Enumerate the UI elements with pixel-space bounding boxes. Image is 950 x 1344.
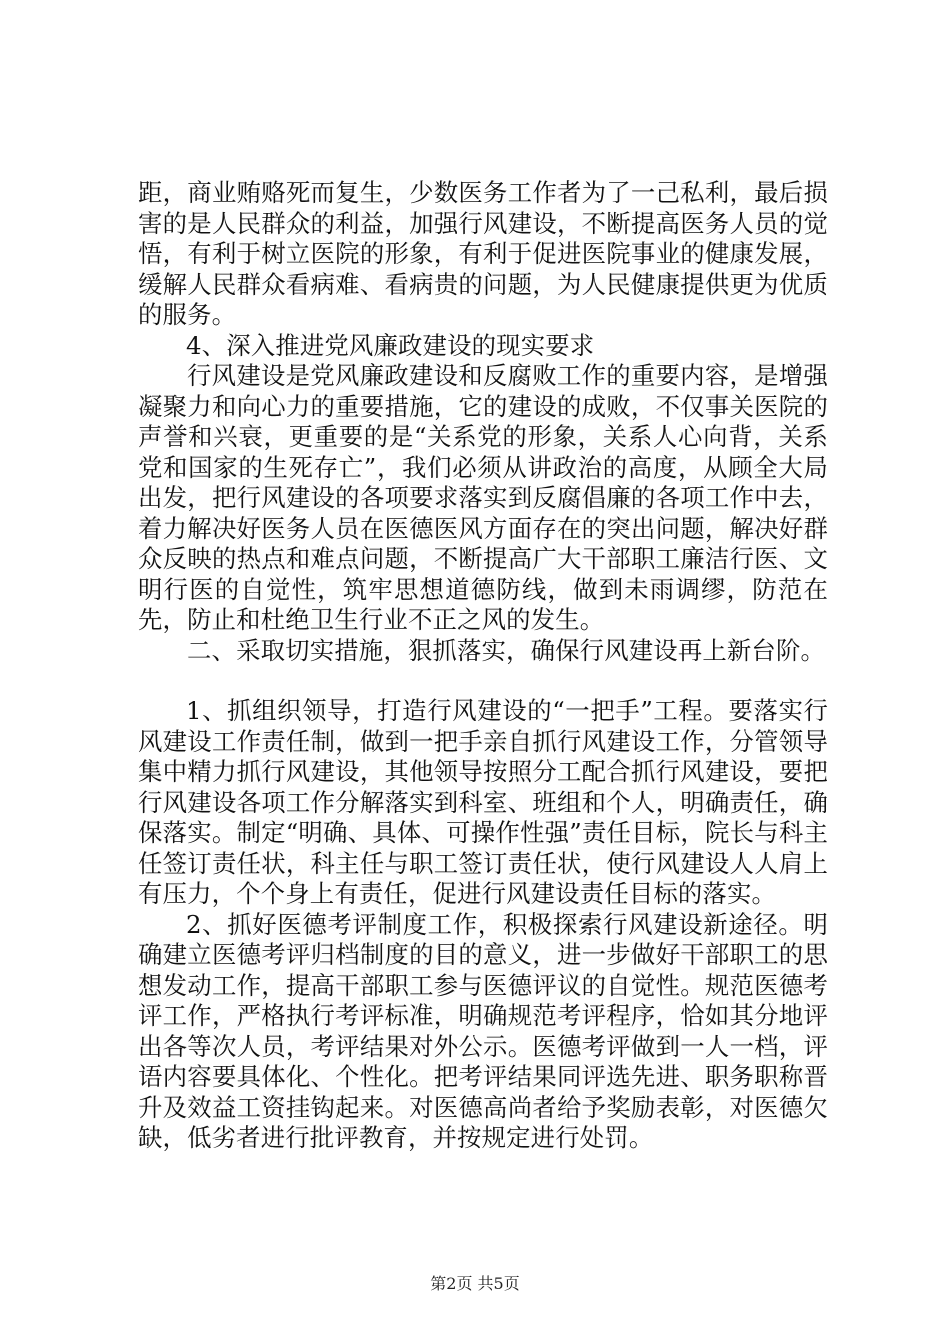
paragraph-style-construction: 行风建设是党风廉政建设和反腐败工作的重要内容，是增强凝聚力和向心力的重要措施，它的建设的成败，不仅事关医院的声誉和兴衰，更重要的是“关系党的形象，关系人心向背，关系党和国家的生死存亡”，我们必须从讲政治的高度，从顾全大局出发，把行风建设的各项要求落实到反腐倡廉的各项工作中去，着力解决好医务人员在医德医风方面存在的突出问题，解决好群众反映的热点和难点问题，不断提高广大干部职工廉洁行医、文明行医的自觉性，筑牢思想道德防线，做到未雨调缪，防范在先，防止和杜绝卫生行业不正之风的发生。 [138, 361, 828, 634]
paragraph-continuation: 距，商业贿赂死而复生，少数医务工作者为了一己私利，最后损害的是人民群众的利益，加强行风建设，不断提高医务人员的觉悟，有利于树立医院的形象，有利于促进医院事业的健康发展，缓解人民群众看病难、看病贵的问题，为人民健康提供更为优质的服务。 [138, 178, 828, 329]
paragraph-item-2: 2、抓好医德考评制度工作，积极探索行风建设新途径。明确建立医德考评归档制度的目的意义，进一步做好干部职工的思想发动工作，提高干部职工参与医德评议的自觉性。规范医德考评工作，严格执行考评标准，明确规范考评程序，恰如其分地评出各等次人员，考评结果对外公示。医德考评做到一人一档，评语内容要具体化、个性化。把考评结果同评选先进、职务职称晋升及效益工资挂钩起来。对医德高尚者给予奖励表彰，对医德欠缺，低劣者进行批评教育，并按规定进行处罚。 [138, 909, 828, 1152]
paragraph-item-1: 1、抓组织领导，打造行风建设的“一把手”工程。要落实行风建设工作责任制，做到一把手亲自抓行风建设工作，分管领导集中精力抓行风建设，其他领导按照分工配合抓行风建设，要把行风建设各项工作分解落实到科室、班组和个人，明确责任，确保落实。制定“明确、具体、可操作性强”责任目标，院长与科主任签订责任状，科主任与职工签订责任状，使行风建设人人肩上有压力，个个身上有责任，促进行风建设责任目标的落实。 [138, 696, 828, 908]
section-heading-4: 4、深入推进党风廉政建设的现实要求 [186, 330, 595, 360]
section-heading-2: 二、采取切实措施，狠抓落实，确保行风建设再上新台阶。 [187, 635, 826, 665]
document-body [138, 178, 828, 1154]
page-footer: 第2页 共5页 [430, 1274, 520, 1293]
paragraph-spacer [138, 666, 828, 696]
